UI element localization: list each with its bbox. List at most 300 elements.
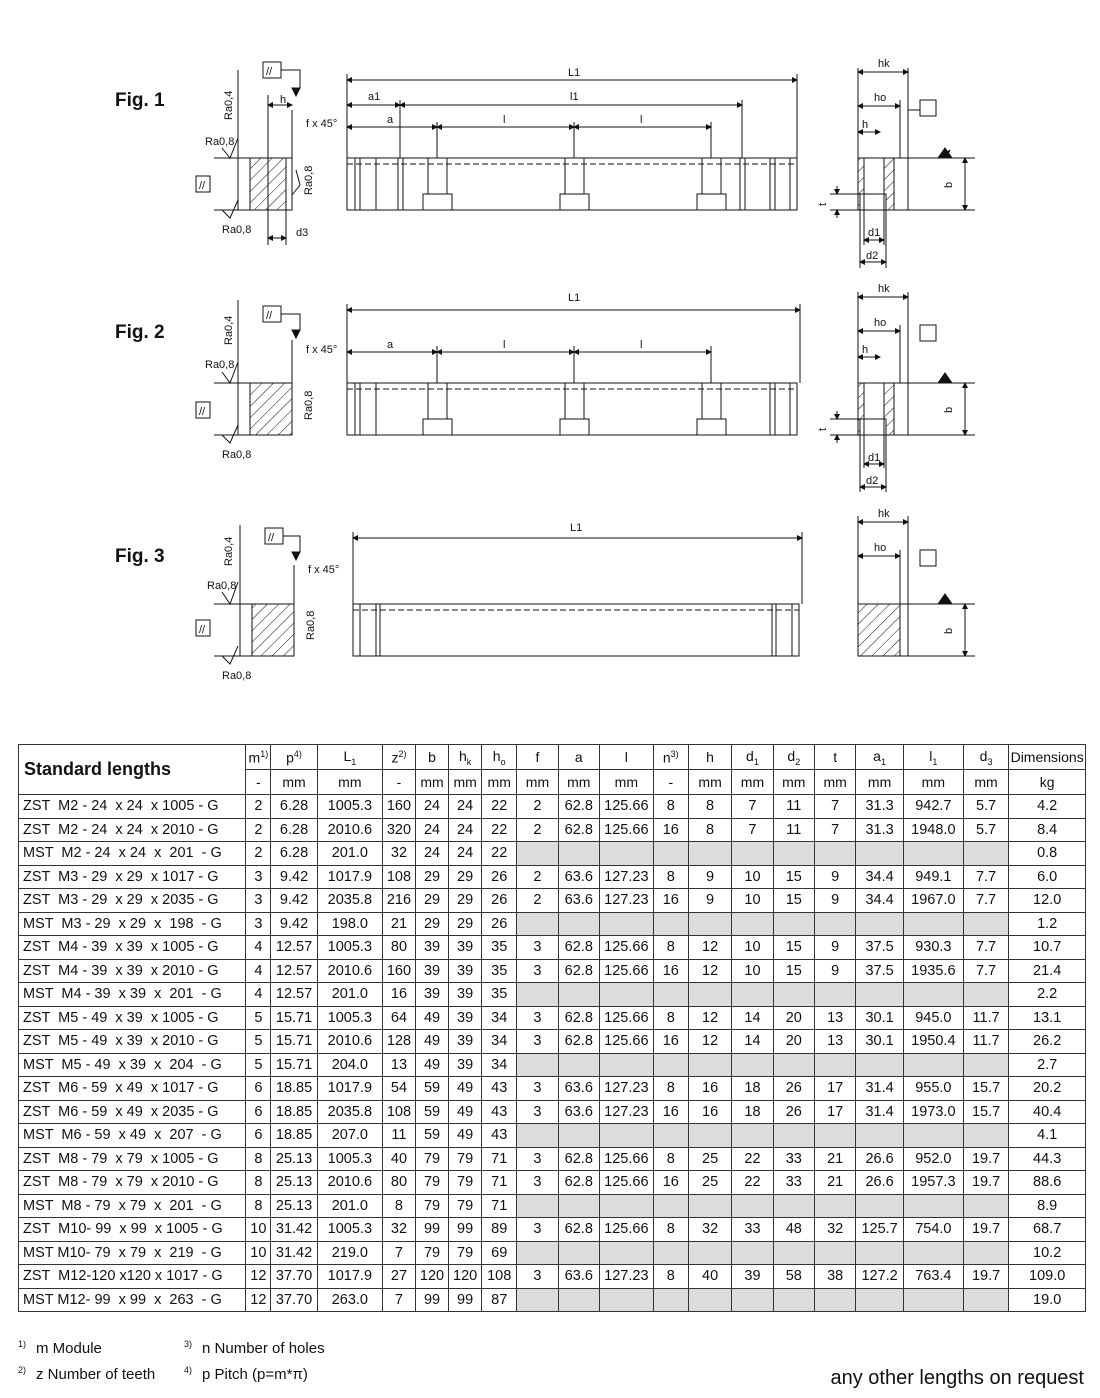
table-cell: 31.42: [271, 1218, 318, 1242]
table-cell: 1005.3: [317, 1147, 382, 1171]
parallel-symbol: //: [199, 180, 206, 192]
table-row: [19, 795, 1086, 819]
column-unit: mm: [449, 770, 482, 795]
table-cell: [653, 842, 688, 866]
table-cell: [599, 1053, 653, 1077]
table-cell: 2: [517, 818, 558, 842]
table-cell: 320: [382, 818, 415, 842]
table-cell: 26.6: [856, 1147, 904, 1171]
table-cell: 62.8: [558, 959, 599, 983]
table-cell: [963, 842, 1008, 866]
table-cell: 63.6: [558, 889, 599, 913]
table-cell: [773, 1124, 814, 1148]
table-cell: 955.0: [903, 1077, 963, 1101]
table-cell: 204.0: [317, 1053, 382, 1077]
table-cell: 125.7: [856, 1218, 904, 1242]
fig2-main-view: [347, 304, 800, 435]
table-cell: 79: [415, 1147, 448, 1171]
table-cell: 3: [517, 1171, 558, 1195]
table-cell: [599, 1124, 653, 1148]
table-cell: 942.7: [903, 795, 963, 819]
dim-L1-label: L1: [568, 292, 581, 304]
table-cell: 6.0: [1009, 865, 1086, 889]
table-cell: 9: [688, 889, 731, 913]
table-cell: 8: [246, 1171, 271, 1195]
table-cell: 7: [732, 818, 773, 842]
table-cell: [856, 1053, 904, 1077]
table-cell: 1948.0: [903, 818, 963, 842]
dim-b-label: b: [943, 627, 955, 634]
column-unit: mm: [558, 770, 599, 795]
table-cell: 33: [773, 1147, 814, 1171]
table-cell: 3: [246, 865, 271, 889]
table-row: [19, 818, 1086, 842]
table-cell: [963, 912, 1008, 936]
table-cell: 58: [773, 1265, 814, 1289]
table-cell: 125.66: [599, 1006, 653, 1030]
column-header: l: [599, 745, 653, 770]
product-designation: ZST M2 - 24 x 24 x 2010 - G: [19, 818, 246, 842]
table-cell: 63.6: [558, 1265, 599, 1289]
table-cell: 62.8: [558, 1171, 599, 1195]
table-cell: 108: [382, 865, 415, 889]
table-cell: 29: [415, 912, 448, 936]
table-row: [19, 983, 1086, 1007]
table-cell: 79: [449, 1147, 482, 1171]
table-cell: 21: [814, 1147, 855, 1171]
column-header: b: [415, 745, 448, 770]
table-cell: 12.0: [1009, 889, 1086, 913]
table-cell: 8: [653, 865, 688, 889]
table-cell: 1005.3: [317, 1006, 382, 1030]
column-header: $d_1$: [732, 745, 773, 770]
table-cell: 63.6: [558, 1077, 599, 1101]
table-cell: 24: [415, 795, 448, 819]
table-cell: [558, 1124, 599, 1148]
table-cell: [558, 1288, 599, 1312]
column-header: $d_2$: [773, 745, 814, 770]
table-cell: 79: [415, 1171, 448, 1195]
table-cell: 26: [482, 912, 517, 936]
table-row: [19, 1006, 1086, 1030]
table-cell: 49: [449, 1100, 482, 1124]
table-cell: [599, 842, 653, 866]
product-designation: MST M4 - 39 x 39 x 201 - G: [19, 983, 246, 1007]
table-cell: 2010.6: [317, 959, 382, 983]
column-header: $h_k$: [449, 745, 482, 770]
table-cell: [814, 1241, 855, 1265]
table-cell: 9: [814, 865, 855, 889]
product-designation: MST M12- 99 x 99 x 263 - G: [19, 1288, 246, 1312]
table-cell: [517, 1241, 558, 1265]
table-cell: 34.4: [856, 865, 904, 889]
table-cell: 22: [482, 842, 517, 866]
table-cell: 15: [773, 959, 814, 983]
table-cell: [814, 1053, 855, 1077]
table-cell: 33: [732, 1218, 773, 1242]
table-cell: 26: [482, 889, 517, 913]
table-cell: [773, 1241, 814, 1265]
table-cell: 216: [382, 889, 415, 913]
table-cell: 4.1: [1009, 1124, 1086, 1148]
lengths-request-note: any other lengths on request: [830, 1367, 1084, 1389]
product-designation: MST M6 - 59 x 49 x 207 - G: [19, 1124, 246, 1148]
table-cell: 3: [246, 889, 271, 913]
table-cell: 32: [382, 1218, 415, 1242]
table-row: [19, 1053, 1086, 1077]
table-cell: 12: [688, 1006, 731, 1030]
table-cell: [688, 1194, 731, 1218]
table-row: [19, 1194, 1086, 1218]
table-cell: 30.1: [856, 1006, 904, 1030]
table-cell: 79: [449, 1194, 482, 1218]
table-cell: 37.70: [271, 1288, 318, 1312]
table-cell: 37.5: [856, 959, 904, 983]
column-header: $z^{2)}$: [382, 745, 415, 770]
table-cell: 39: [449, 1053, 482, 1077]
chamfer-label: f x 45°: [306, 118, 338, 130]
dim-d1-label: d1: [868, 452, 881, 464]
table-cell: [558, 1053, 599, 1077]
column-header: f: [517, 745, 558, 770]
table-cell: 25.13: [271, 1147, 318, 1171]
table-cell: [903, 1053, 963, 1077]
table-cell: 125.66: [599, 818, 653, 842]
table-cell: 26: [773, 1077, 814, 1101]
table-cell: 71: [482, 1194, 517, 1218]
table-cell: 5.7: [963, 795, 1008, 819]
table-cell: [599, 1288, 653, 1312]
table-cell: 1005.3: [317, 1218, 382, 1242]
table-cell: [963, 1194, 1008, 1218]
table-cell: 2: [517, 865, 558, 889]
table-row: [19, 1265, 1086, 1289]
table-cell: 22: [732, 1147, 773, 1171]
table-cell: [653, 1194, 688, 1218]
table-cell: [773, 1053, 814, 1077]
table-cell: 10: [732, 936, 773, 960]
table-cell: 1005.3: [317, 795, 382, 819]
table-cell: 109.0: [1009, 1265, 1086, 1289]
table-cell: 125.66: [599, 936, 653, 960]
table-cell: [653, 912, 688, 936]
parallel-symbol: //: [266, 66, 273, 78]
table-cell: 2: [517, 889, 558, 913]
table-cell: 62.8: [558, 1147, 599, 1171]
table-cell: 754.0: [903, 1218, 963, 1242]
table-cell: 99: [415, 1218, 448, 1242]
dim-d2-label: d2: [866, 250, 879, 262]
footnote-n: $^{3)}$ n Number of holes: [184, 1339, 325, 1357]
table-cell: 125.66: [599, 1171, 653, 1195]
ra-label: Ra0,8: [222, 449, 252, 461]
table-cell: 3: [517, 1077, 558, 1101]
table-cell: 3: [246, 912, 271, 936]
column-header: Dimensions: [1009, 745, 1086, 770]
table-cell: 48: [773, 1218, 814, 1242]
product-designation: MST M8 - 79 x 79 x 201 - G: [19, 1194, 246, 1218]
table-cell: 34: [482, 1030, 517, 1054]
column-unit: mm: [271, 770, 318, 795]
fig2-section-view: [196, 300, 300, 443]
table-cell: 16: [653, 1100, 688, 1124]
column-unit: mm: [732, 770, 773, 795]
table-cell: 25: [688, 1171, 731, 1195]
column-header: $L_1$: [317, 745, 382, 770]
table-row: [19, 1077, 1086, 1101]
fig2-side-view: [830, 292, 975, 492]
table-cell: 10: [732, 889, 773, 913]
product-designation: ZST M4 - 39 x 39 x 1005 - G: [19, 936, 246, 960]
table-cell: [599, 912, 653, 936]
table-cell: [963, 983, 1008, 1007]
table-cell: 59: [415, 1124, 448, 1148]
table-cell: 16: [653, 959, 688, 983]
table-cell: [688, 842, 731, 866]
table-cell: 39: [415, 959, 448, 983]
table-cell: 40: [382, 1147, 415, 1171]
table-cell: 8.4: [1009, 818, 1086, 842]
table-cell: 9.42: [271, 865, 318, 889]
table-cell: 930.3: [903, 936, 963, 960]
table-cell: 1005.3: [317, 936, 382, 960]
table-cell: 31.4: [856, 1100, 904, 1124]
table-cell: 59: [415, 1077, 448, 1101]
table-cell: [903, 912, 963, 936]
table-cell: 32: [814, 1218, 855, 1242]
table-cell: 2010.6: [317, 1030, 382, 1054]
table-cell: 24: [415, 842, 448, 866]
dim-d1-label: d1: [868, 227, 881, 239]
table-cell: [688, 912, 731, 936]
product-designation: ZST M5 - 49 x 39 x 1005 - G: [19, 1006, 246, 1030]
table-cell: 89: [482, 1218, 517, 1242]
parallel-symbol: //: [199, 406, 206, 418]
table-cell: 63.6: [558, 865, 599, 889]
table-cell: [903, 1124, 963, 1148]
table-cell: 12.57: [271, 936, 318, 960]
product-designation: ZST M10- 99 x 99 x 1005 - G: [19, 1218, 246, 1242]
table-cell: 22: [482, 818, 517, 842]
table-cell: [732, 1194, 773, 1218]
table-cell: 7.7: [963, 865, 1008, 889]
table-cell: 3: [517, 1030, 558, 1054]
table-cell: [688, 1241, 731, 1265]
table-cell: 125.66: [599, 959, 653, 983]
table-cell: 64: [382, 1006, 415, 1030]
table-cell: [903, 1194, 963, 1218]
table-cell: 127.23: [599, 865, 653, 889]
dim-d2-label: d2: [866, 475, 879, 487]
dim-a-label: a: [387, 339, 394, 351]
table-cell: 25: [688, 1147, 731, 1171]
table-cell: 34: [482, 1006, 517, 1030]
table-cell: [856, 842, 904, 866]
table-cell: [963, 1053, 1008, 1077]
table-cell: 16: [653, 1171, 688, 1195]
table-cell: [814, 1124, 855, 1148]
table-cell: 9: [814, 959, 855, 983]
table-cell: 26.6: [856, 1171, 904, 1195]
table-cell: 34.4: [856, 889, 904, 913]
table-cell: 7.7: [963, 889, 1008, 913]
table-cell: 949.1: [903, 865, 963, 889]
fig3-section-view: [196, 525, 300, 664]
table-cell: 24: [449, 795, 482, 819]
table-cell: 13: [814, 1006, 855, 1030]
column-unit: mm: [856, 770, 904, 795]
table-cell: 59: [415, 1100, 448, 1124]
table-cell: 40: [688, 1265, 731, 1289]
table-cell: 32: [688, 1218, 731, 1242]
table-cell: 35: [482, 936, 517, 960]
table-cell: [653, 1124, 688, 1148]
table-cell: 15.71: [271, 1053, 318, 1077]
product-designation: ZST M6 - 59 x 49 x 2035 - G: [19, 1100, 246, 1124]
table-cell: 125.66: [599, 1147, 653, 1171]
dim-t-label: t: [817, 427, 829, 431]
table-cell: 14: [732, 1030, 773, 1054]
table-cell: 13: [814, 1030, 855, 1054]
table-cell: 2: [517, 795, 558, 819]
table-cell: 39: [732, 1265, 773, 1289]
table-cell: 31.3: [856, 795, 904, 819]
table-cell: [517, 842, 558, 866]
table-cell: 10.7: [1009, 936, 1086, 960]
table-cell: 219.0: [317, 1241, 382, 1265]
table-cell: 160: [382, 795, 415, 819]
fig3-main-view: [353, 532, 802, 656]
column-header: t: [814, 745, 855, 770]
table-cell: 69: [482, 1241, 517, 1265]
table-cell: 2035.8: [317, 1100, 382, 1124]
table-cell: 9: [814, 889, 855, 913]
table-cell: 15.71: [271, 1006, 318, 1030]
table-row: [19, 1124, 1086, 1148]
table-cell: 8: [653, 936, 688, 960]
table-cell: 39: [449, 936, 482, 960]
table-row: [19, 1288, 1086, 1312]
table-cell: [814, 842, 855, 866]
table-cell: 7: [814, 818, 855, 842]
table-cell: 108: [482, 1265, 517, 1289]
table-cell: 99: [415, 1288, 448, 1312]
table-cell: 6: [246, 1077, 271, 1101]
table-cell: 18.85: [271, 1100, 318, 1124]
table-cell: 128: [382, 1030, 415, 1054]
table-cell: 127.23: [599, 1100, 653, 1124]
table-cell: 44.3: [1009, 1147, 1086, 1171]
table-cell: [517, 1124, 558, 1148]
table-cell: 11: [382, 1124, 415, 1148]
table-cell: 11.7: [963, 1006, 1008, 1030]
product-designation: MST M2 - 24 x 24 x 201 - G: [19, 842, 246, 866]
table-cell: [732, 1053, 773, 1077]
table-cell: [732, 1124, 773, 1148]
table-cell: [558, 983, 599, 1007]
table-cell: 79: [449, 1241, 482, 1265]
table-cell: 120: [449, 1265, 482, 1289]
column-unit: mm: [814, 770, 855, 795]
table-cell: 3: [517, 1147, 558, 1171]
ra-label: Ra0,8: [205, 359, 235, 371]
table-cell: 7.7: [963, 936, 1008, 960]
column-unit: mm: [517, 770, 558, 795]
table-cell: 7: [382, 1241, 415, 1265]
table-cell: 2: [246, 842, 271, 866]
table-cell: 13.1: [1009, 1006, 1086, 1030]
table-cell: 10: [732, 865, 773, 889]
table-row: [19, 1100, 1086, 1124]
dim-hk-label: hk: [878, 283, 890, 295]
table-cell: 127.23: [599, 889, 653, 913]
table-cell: 8: [688, 795, 731, 819]
table-cell: 8: [653, 1077, 688, 1101]
table-cell: 19.7: [963, 1171, 1008, 1195]
ra-label: Ra0,4: [223, 536, 235, 566]
table-cell: 18.85: [271, 1077, 318, 1101]
table-cell: 43: [482, 1124, 517, 1148]
column-header: h: [688, 745, 731, 770]
dim-b-label: b: [943, 181, 955, 188]
table-cell: 8: [246, 1147, 271, 1171]
table-cell: 16: [653, 818, 688, 842]
table-cell: [903, 842, 963, 866]
table-cell: 30.1: [856, 1030, 904, 1054]
table-cell: 8: [653, 1218, 688, 1242]
column-unit: kg: [1009, 770, 1086, 795]
table-cell: 120: [415, 1265, 448, 1289]
table-cell: [814, 912, 855, 936]
table-cell: 29: [415, 889, 448, 913]
table-cell: 1957.3: [903, 1171, 963, 1195]
product-designation: ZST M5 - 49 x 39 x 2010 - G: [19, 1030, 246, 1054]
table-cell: 49: [449, 1124, 482, 1148]
table-cell: [963, 1288, 1008, 1312]
table-cell: 5: [246, 1030, 271, 1054]
table-row: [19, 959, 1086, 983]
table-cell: 43: [482, 1077, 517, 1101]
table-cell: 40.4: [1009, 1100, 1086, 1124]
table-cell: [732, 983, 773, 1007]
table-cell: 33: [773, 1171, 814, 1195]
dim-hk-label: hk: [878, 508, 890, 520]
table-cell: 4: [246, 983, 271, 1007]
table-cell: 16: [688, 1100, 731, 1124]
table-cell: 39: [449, 959, 482, 983]
table-cell: 127.23: [599, 1265, 653, 1289]
table-cell: 19.7: [963, 1147, 1008, 1171]
ra-label: Ra0,8: [222, 224, 252, 236]
fig-3-label: Fig. 3: [115, 546, 165, 567]
table-cell: 8: [653, 1006, 688, 1030]
table-cell: 263.0: [317, 1288, 382, 1312]
ra-label: Ra0,8: [207, 580, 237, 592]
table-cell: 4: [246, 936, 271, 960]
table-cell: 26.2: [1009, 1030, 1086, 1054]
table-cell: [653, 1053, 688, 1077]
column-header: $p^{4)}$: [271, 745, 318, 770]
table-cell: [856, 1288, 904, 1312]
table-cell: 16: [688, 1077, 731, 1101]
column-unit: mm: [599, 770, 653, 795]
table-cell: [773, 842, 814, 866]
column-header: a: [558, 745, 599, 770]
table-cell: [856, 1124, 904, 1148]
table-cell: 3: [517, 1218, 558, 1242]
table-cell: [688, 983, 731, 1007]
table-cell: 8: [653, 1265, 688, 1289]
